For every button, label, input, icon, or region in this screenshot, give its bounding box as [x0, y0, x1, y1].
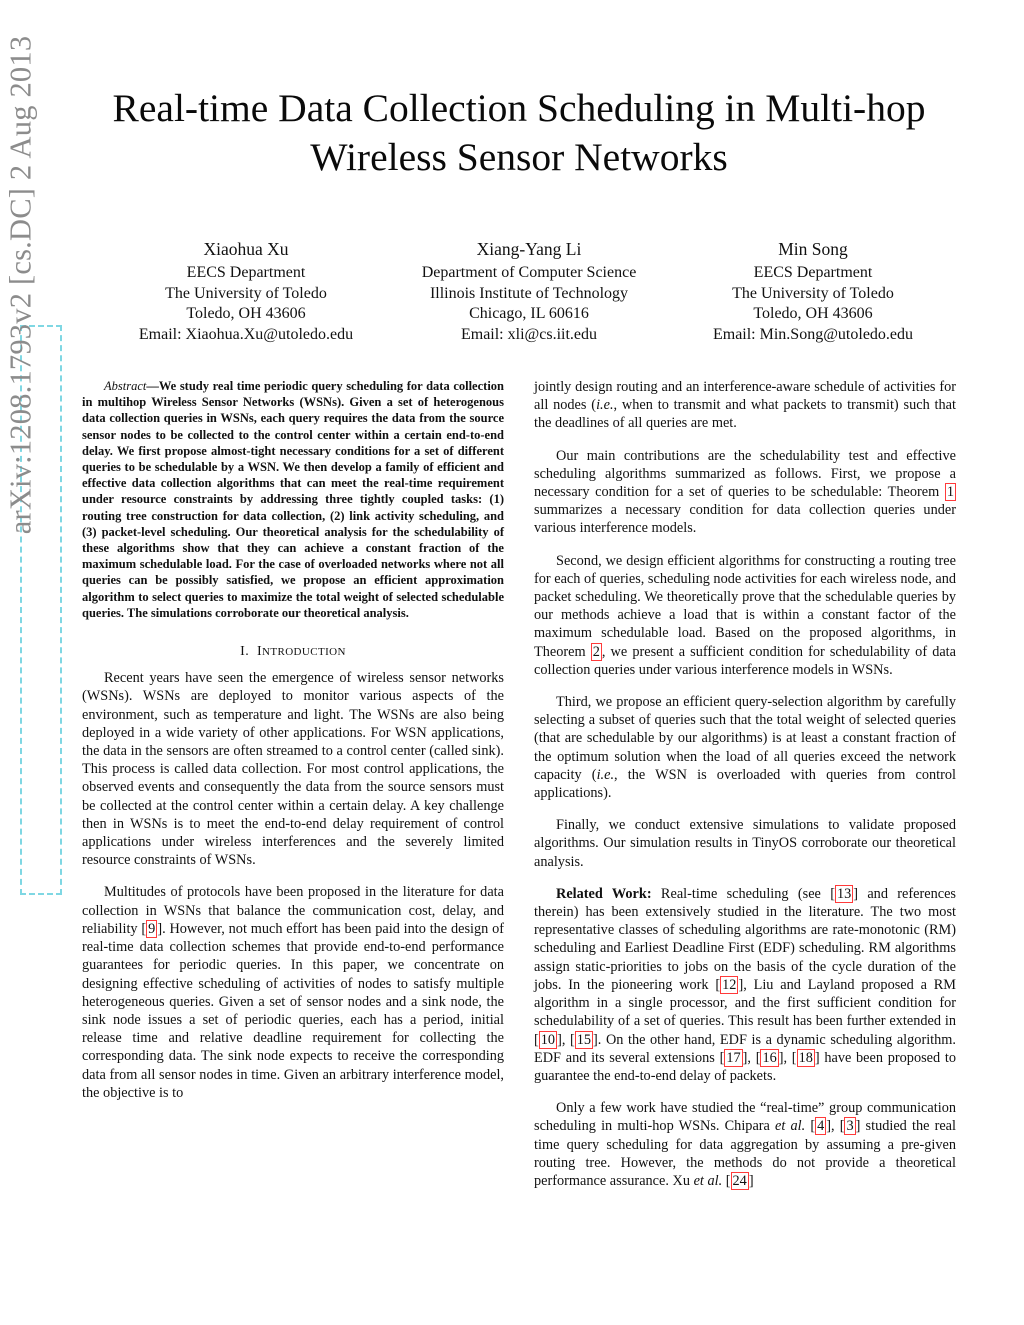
paper-title: Real-time Data Collection Scheduling in Multi-hop Wireless Sensor Networks: [112, 86, 926, 179]
citation-link[interactable]: 4: [817, 1118, 825, 1135]
citation-link[interactable]: 10: [540, 1031, 556, 1048]
author-city: Toledo, OH 43606: [186, 305, 306, 322]
author-dept: EECS Department: [753, 264, 873, 281]
related-work-paragraph-2: Only a few work have studied the “real-time” group communication scheduling in multi-hop WSNs. Chipara et al. [ 4 ], [ 3 ] studied the real time query scheduling for data aggregation by assuming a pre-given routing tree. However, the methods do not provide a theoretical performance assurance. Xu et al. [ 24 ]: [534, 1100, 956, 1189]
intro-paragraph-1: Recent years have seen the emergence of wireless sensor networks (WSNs). WSNs are deployed to monitor various aspects of the environment, such as temperature and light. The WSNs are also being deployed in a wide variety of other applications. For WSN applications, the data in the sensors are often streamed to a control center (called sink). This process is called data collection. For most control applications, the observed events and consequently the data from the source sensors must be collected at the control center within a certain delay. A key challenge then in WSNs is to meet the end-to-end delay requirement of control applications under wireless interferences and the severely limited resource constraints of WSNs.: [82, 670, 504, 869]
theorem-link[interactable]: 1: [946, 484, 954, 501]
citation-link[interactable]: 18: [798, 1049, 813, 1066]
author-institution: The University of Toledo: [732, 284, 894, 302]
author-city: Toledo, OH 43606: [753, 305, 873, 322]
section-heading-introduction: I. INTRODUCTION: [240, 644, 346, 660]
author-email: Email: Xiaohua.Xu@utoledo.edu: [138, 325, 354, 343]
author-block-1: [96, 236, 396, 345]
author-city: Chicago, IL 60616: [469, 305, 589, 322]
author-name: Xiaohua Xu: [203, 239, 289, 259]
author-dept: EECS Department: [186, 264, 306, 281]
contributions-second-paragraph: Second, we design efficient algorithms for constructing a routing tree for each of queries, scheduling node activities for each wireless node, and packet scheduling. We theoretically prove that the schedulable queries by our methods achieve a load that is within a constant factor of the maximum schedulable load. Based on the proposed algorithms, in Theorem 2 , we present a sufficient condition for schedulability of data collection queries under various interference models in WSNs.: [534, 552, 957, 678]
citation-link[interactable]: 16: [762, 1049, 777, 1066]
author-block-3: [663, 236, 963, 345]
right-column: [534, 378, 956, 1204]
contributions-fourth-paragraph: Finally, we conduct extensive simulations to validate proposed algorithms. Our simulation results in TinyOS corroborate our theoretical analysis.: [534, 817, 956, 870]
intro-paragraph-2: Multitudes of protocols have been proposed in the literature for data collection in WSNs that balance the communication cost, delay, and reliability [ 9 ]. However, not much effort has been paid into the design of real-time data collection schemes that provide end-to-end performance guarantees for periodic queries. In this paper, we concentrate on designing effective scheduling of activities of nodes to satisfy multiple heterogeneous queries. Given a set of sensor nodes and a sink node, the sink node issues a set of periodic queries, each has a period, initial release time and relative deadline requirement for collecting the corresponding data. The sink node expects to receive the corresponding data from all sensor nodes in time. Given an arbitrary interference model, the objective is to: [82, 884, 504, 1101]
contributions-paragraph: Our main contributions are the schedulability test and effective scheduling algorithms summarized as follows. First, we propose a necessary condition for a set of queries to be schedulable: Theorem 1 summarizes a necessary condition for data collection queries under various interference models.: [534, 447, 956, 537]
citation-link[interactable]: 9: [148, 920, 156, 937]
citation-link[interactable]: 24: [732, 1172, 747, 1189]
author-institution: The University of Toledo: [165, 284, 327, 302]
abstract: [82, 378, 504, 621]
citation-link[interactable]: 17: [726, 1049, 741, 1066]
author-email: Email: xli@cs.iit.edu: [460, 325, 598, 343]
citation-link[interactable]: 13: [836, 885, 852, 902]
author-email: Email: Min.Song@utoledo.edu: [712, 325, 914, 343]
author-name: Min Song: [778, 239, 848, 259]
author-block-2: [379, 236, 679, 345]
theorem-link[interactable]: 2: [592, 643, 600, 660]
abstract-body: —We study real time periodic query scheduling for data collection in multihop Wireless Sensor Networks (WSNs). Given a set of heterogenous data collection queries in WSNs, each query requires the data from the source sensor nodes to be collected to the control center within a certain end-to-end delay. We first propose almost-tight necessary conditions for a set of different queries to be schedulable by a WSN. We then develop a family of efficient and effective data collection algorithms that can meet the real-time requirement under resource constraints by addressing three tightly coupled tasks: (1) routing tree construction for data collection, (2) link activity scheduling, and (3) packet-level scheduling. Our theoretical analysis for the schedulability of these algorithms show that they can achieve a constant fraction of the maximum schedulable load. For the case of overloaded networks where not all queries can be possibly satisfied, we propose an efficient approximation algorithm to select queries to maximize the total weight of selected schedulable queries. The simulations corroborate our theoretical analysis.: [82, 379, 504, 620]
author-institution: Illinois Institute of Technology: [429, 284, 629, 302]
related-work-paragraph: Related Work: Real-time scheduling (see [ 13 ] and references therein) has been extensively studied in the literature. The two most representative classes of scheduling algorithms are rate-monotonic (RM) scheduling and Earliest Deadline First (EDF) scheduling. RM algorithms assign static-priorities to jobs on the basis of the cycle duration of the jobs. In the pioneering work [ 12 ], Liu and Layland proposed a RM algorithm in a single processor, and the first sufficient condition for schedulability of a set of queries. This result has been further extended in [ 10 ], [ 15 ]. On the other hand, EDF is a dynamic scheduling algorithm. EDF and its several extensions [ 17 ], [ 16 ], [ 18 ] have been proposed to guarantee the end-to-end delay of packets.: [534, 885, 957, 1084]
citation-link[interactable]: 3: [846, 1118, 854, 1135]
arxiv-id: arXiv:1208.1793v2 [cs.DC] 2 Aug 2013: [3, 35, 38, 535]
citation-link[interactable]: 12: [722, 976, 737, 993]
author-dept: Department of Computer Science: [421, 264, 637, 281]
paragraph-continuation: jointly design routing and an interference-aware schedule of activities for all nodes (i.e., when to transmit and what packets to transmit) such that the deadlines of all queries are met.: [534, 379, 956, 432]
citation-link[interactable]: 15: [576, 1031, 592, 1048]
author-name: Xiang-Yang Li: [476, 239, 582, 259]
abstract-label: Abstract: [104, 379, 147, 393]
left-column: [82, 378, 504, 1116]
contributions-third-paragraph: Third, we propose an efficient query-selection algorithm by carefully selecting a subset of queries such that the total weight of selected queries (that are schedulable by our algorithms) is at least a constant fraction of the optimum solution when the load of all queries exceed the network capacity (i.e., the WSN is overloaded with queries from control applications).: [534, 694, 956, 802]
related-work-heading: Related Work:: [556, 885, 652, 902]
